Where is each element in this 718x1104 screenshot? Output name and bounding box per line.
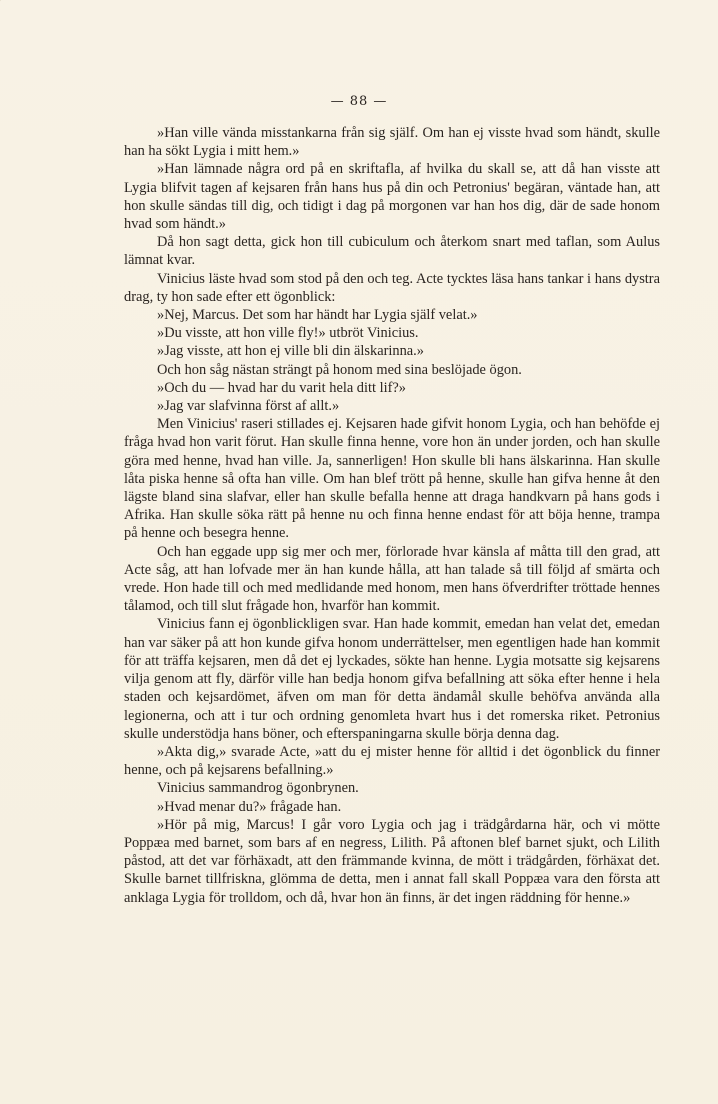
paragraph: »Han ville vända misstankarna från sig själf. Om han ej visste hvad som händt, skulle han ha sökt Lygia i mitt hem.» xyxy=(124,125,660,160)
paragraph: Vinicius fann ej ögonblickligen svar. Han hade kommit, emedan han velat det, emedan han var säker på att hon kunde gifva honom underrättelser, men egentligen hade han kommit för att träffa kejsaren, men då det ej lyckades, sökte han henne. Lygia motsatte sig kejsarens vilja genom att fly, därför ville han bedja honom gifva befallning att söka efter henne i hela staden och kejsardömet, äfven om man för detta ändamål skulle behöfva använda alla legionerna, och att i tur och ordning genomleta hvart hus i det romerska riket. Petronius skulle understödja hans böner, och efterspaningarna skulle börja denna dag. xyxy=(124,616,660,742)
paragraph: »Jag var slafvinna först af allt.» xyxy=(157,398,340,415)
body-text xyxy=(124,124,660,907)
paragraph: Och han eggade upp sig mer och mer, förlorade hvar känsla af måtta till den grad, att Acte såg, att han lofvade mer än han kunde hålla, att han talade så till följd af smärta och vrede. Hon hade till och med medlidande med honom, men hans öfverdrifter tröttade hennes tålamod, och till slut frågade hon, hvarför han kommit. xyxy=(124,543,660,615)
paragraph: Vinicius sammandrog ögonbrynen. xyxy=(157,780,359,797)
paragraph: Vinicius läste hvad som stod på den och teg. Acte tycktes läsa hans tankar i hans dystra drag, ty hon sade efter ett ögonblick: xyxy=(124,270,660,305)
paragraph: Och hon såg nästan strängt på honom med sina beslöjade ögon. xyxy=(157,361,522,378)
paragraph: »Hör på mig, Marcus! I går voro Lygia och jag i trädgårdarna här, och vi mötte Poppæa med barnet, som bars af en negress, Lilith. På aftonen blef barnet sjukt, och Lilith påstod, att det var förhäxadt, att den främmande kvinna, de mött i trädgården, förhäxat det. Skulle barnet tillfriskna, glömma de detta, men i annat fall skall Poppæa vara den första att anklaga Lygia för trolldom, och då, hvar hon än finns, är det ingen räddning för henne.» xyxy=(124,816,660,906)
paragraph: »Akta dig,» svarade Acte, »att du ej mister henne för alltid i det ögonblick du finner henne, och på kejsarens befallning.» xyxy=(124,743,660,779)
paragraph: »Hvad menar du?» frågade han. xyxy=(157,798,342,815)
paragraph: »Jag visste, att hon ej ville bli din älskarinna.» xyxy=(157,343,424,360)
paragraph: Men Vinicius' raseri stillades ej. Kejsaren hade gifvit honom Lygia, och han behöfde ej fråga hvad hon varit förut. Han skulle finna henne, vore hon än under jorden, och han skulle göra med henne, hvad han ville. Ja, sannerligen! Hon skulle bli hans älskarinna. Han skulle låta piska henne så ofta han ville. Om han blef trött på henne, skulle han gifva henne åt den lägste bland sina slafvar, eller han skulle befalla henne att draga handkvarn på hans gods i Afrika. Han skulle söka rätt på henne nu och finna henne endast för att böja henne, trampa på henne och besegra henne. xyxy=(124,416,660,542)
paragraph: »Du visste, att hon ville fly!» utbröt Vinicius. xyxy=(157,325,419,342)
paragraph: »Han lämnade några ord på en skriftafla, af hvilka du skall se, att då han visste att Lygia blifvit tagen af kejsaren från hans hus på din och Petronius' begäran, väntade han, att hon skulle sändas till dig, och tidigt i dag på morgonen var han hos dig, där de sade honom hvad som händt.» xyxy=(124,161,660,233)
page-number: — 88 — xyxy=(330,94,388,109)
paragraph: »Nej, Marcus. Det som har händt har Lygia själf velat.» xyxy=(157,307,478,324)
paragraph: Då hon sagt detta, gick hon till cubiculum och återkom snart med taflan, som Aulus lämnat kvar. xyxy=(124,234,660,269)
paragraph: »Och du — hvad har du varit hela ditt lif?» xyxy=(157,379,406,396)
page-corner-mark xyxy=(0,0,25,24)
